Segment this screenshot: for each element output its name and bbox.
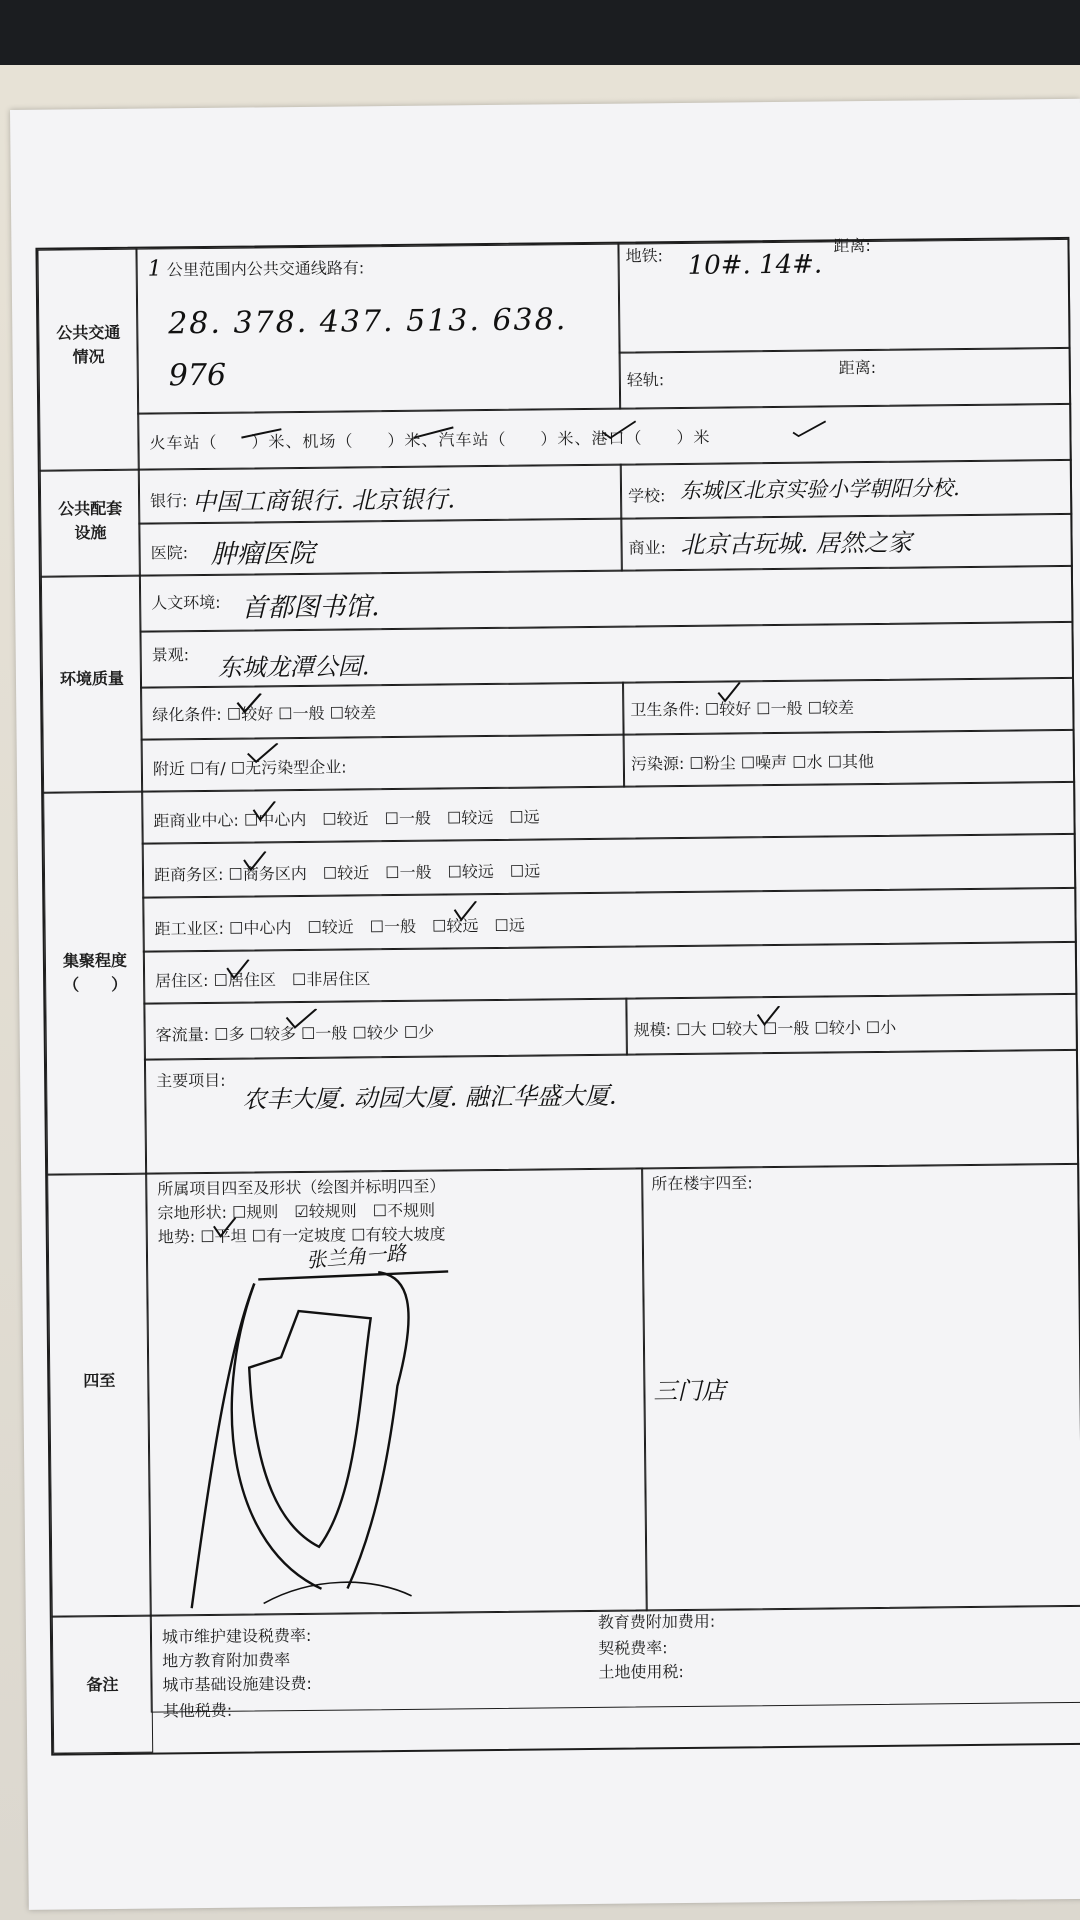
remarks-city-maintenance: 城市维护建设税费率: [161, 1625, 312, 1647]
sanitation-good-mark [714, 682, 744, 702]
survey-form-paper [10, 99, 1080, 1910]
projects-value: 农丰大厦. 动园大厦. 融汇华盛大厦. [242, 1081, 617, 1114]
road-label: 张兰角一路 [305, 1240, 407, 1273]
industrial-distance-options: 距工业区: ☐中心内 ☐较近 ☐一般 ☐较远 ☐远 [154, 915, 525, 939]
pollution-company-options: 附近 ☐有/ ☐无污染型企业: [152, 757, 347, 779]
facilities-section-title: 公共配套 设施 [58, 498, 123, 543]
port-mark [789, 419, 829, 439]
traffic-options: 客流量: ☐多 ☐较多 ☐一般 ☐较少 ☐少 [155, 1022, 435, 1045]
subway-value: 10#. 14#. [687, 249, 823, 281]
commercial-distance-options: 距商业中心: ☐中心内 ☐较近 ☐一般 ☐较远 ☐远 [153, 807, 540, 831]
industrial-far-mark [450, 901, 480, 921]
form-grid [35, 237, 1080, 1756]
bus-km-value: 1 [147, 256, 162, 282]
environment-section-title: 环境质量 [59, 668, 125, 689]
landscape-value: 东城龙潭公园. [217, 652, 370, 682]
residential-options: 居住区: ☐居住区 ☐非居住区 [155, 969, 371, 991]
hospital-value: 肿瘤医院 [210, 538, 315, 570]
scale-large-mark [753, 1006, 783, 1026]
bank-label: 银行: [150, 491, 188, 511]
remarks-deed-tax: 契税费率: [598, 1638, 668, 1658]
stations-line: 火车站（ ）米、机场（ ）米、汽车站（ ）米、港口（ ）米 [149, 427, 711, 453]
sanitation-options: 卫生条件: ☐较好 ☐一般 ☐较差 [630, 698, 855, 720]
building-boundaries-value: 三门店 [653, 1376, 726, 1406]
remarks-education-fee: 教育费附加费用: [597, 1611, 716, 1632]
commerce-label: 商业: [628, 538, 667, 558]
boundaries-title: 所属项目四至及形状（绘图并标明四至） [157, 1176, 446, 1199]
greening-good-mark [234, 693, 264, 713]
landscape-label: 景观: [151, 645, 190, 665]
subway-label: 地铁: [625, 246, 664, 266]
shape-options: 宗地形状: ☐规则 ☑较规则 ☐不规则 [157, 1200, 436, 1223]
light-rail-distance-label: 距离: [838, 357, 877, 378]
parcel-sketch [148, 1245, 532, 1615]
bus-routes-label-text: 公里范围内公共交通线路有: [166, 258, 365, 280]
projects-label: 主要项目: [156, 1070, 226, 1091]
pollution-none-mark [243, 743, 283, 763]
business-distance-options: 距商务区: ☐商务区内 ☐较近 ☐一般 ☐较远 ☐远 [153, 861, 541, 885]
school-value: 东城区北京实验小学朝阳分校. [679, 476, 960, 504]
scale-options: 规模: ☐大 ☐较大 ☐一般 ☐较小 ☐小 [633, 1017, 897, 1040]
remarks-land-use-tax: 土地使用税: [598, 1662, 684, 1682]
boundaries-section-cell [47, 1173, 152, 1618]
bank-value: 中国工商银行. 北京银行. [191, 485, 456, 517]
school-label: 学校: [627, 486, 666, 506]
bus-routes-line2: 976 [168, 357, 227, 394]
remarks-infrastructure: 城市基础设施建设费: [162, 1673, 312, 1695]
bus-routes-line1: 28. 378. 437. 513. 638. [168, 302, 568, 342]
terrain-options: 地势: ☐平坦 ☐有一定坡度 ☐有较大坡度 [157, 1224, 446, 1247]
commercial-center-mark [249, 801, 279, 821]
transport-section-title: 公共交通 情况 [56, 322, 121, 367]
light-rail-label: 轻轨: [626, 370, 665, 390]
bus-station-mark [599, 419, 639, 439]
greening-options: 绿化条件: ☐较好 ☐一般 ☐较差 [152, 703, 377, 725]
agglomeration-section-title: 集聚程度 （ ） [62, 950, 128, 995]
culture-value: 首都图书馆. [241, 592, 380, 624]
building-boundaries-label: 所在楼宇四至: [651, 1173, 753, 1194]
commerce-value: 北京古玩城. 居然之家 [680, 528, 912, 560]
bus-routes-label [148, 254, 365, 281]
subway-distance-label: 距离: [833, 235, 871, 256]
remarks-other-taxes: 其他税费: [162, 1700, 233, 1721]
culture-label: 人文环境: [151, 592, 221, 613]
remarks-section-title: 备注 [86, 1674, 119, 1695]
pollution-source-options: 污染源: ☐粉尘 ☐噪声 ☐水 ☐其他 [630, 751, 875, 774]
business-inside-mark [240, 851, 270, 871]
traffic-more-mark [281, 1009, 321, 1029]
remarks-local-education: 地方教育附加费率 [162, 1650, 291, 1671]
terrain-flat-mark [210, 1218, 240, 1238]
hospital-label: 医院: [150, 543, 189, 563]
airport-mark [411, 423, 455, 443]
train-station-mark [239, 425, 283, 445]
boundaries-section-title: 四至 [83, 1370, 116, 1391]
residential-mark [223, 960, 253, 980]
